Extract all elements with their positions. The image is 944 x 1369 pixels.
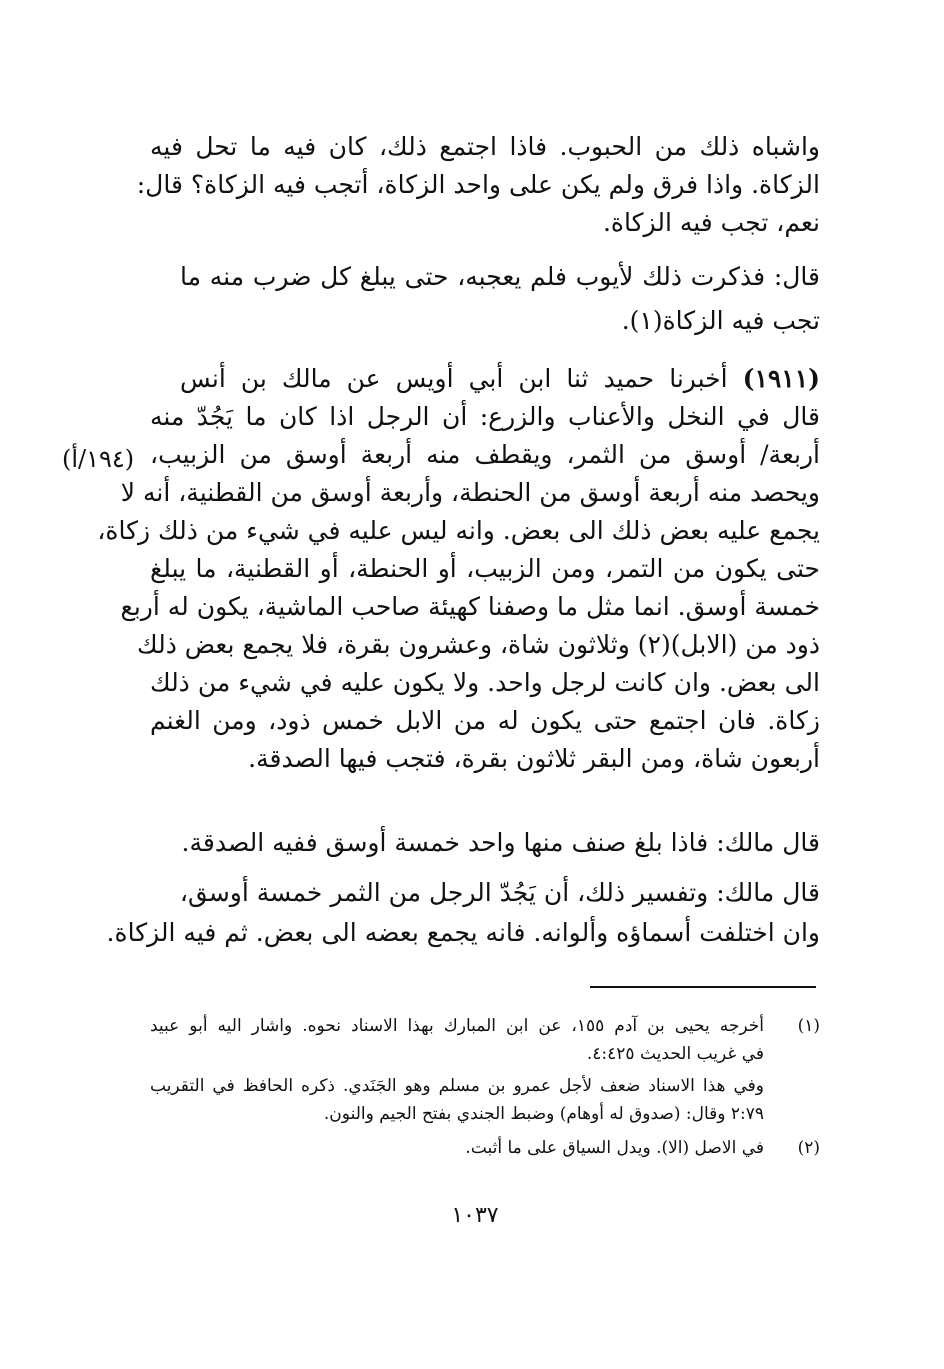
footnote-1-note (150, 1072, 820, 1100)
text-line: قال مالك: فاذا بلغ صنف منها واحد خمسة أوسق ففيه الصدقة. (181, 828, 820, 857)
footnote-marker: (٢) (797, 1138, 820, 1158)
footnote-text: أخرجه يحيى بن آدم ١٥٥، عن ابن المبارك بهذا الاسناد نحوه. واشار اليه أبو عبيد (150, 1016, 764, 1036)
footnote-1-note-continued (150, 1100, 820, 1128)
text-line: الزكاة. واذا فرق ولم يكن على واحد الزكاة، أتجب فيه الزكاة؟ قال: (136, 170, 820, 199)
text-line: وان اختلفت أسماؤه وألوانه. فانه يجمع بعضه الى بعض. ثم فيه الزكاة. (106, 918, 820, 947)
hadith-number: (١٩١١) (742, 364, 820, 393)
page-number: ١٠٣٧ (451, 1203, 499, 1228)
text-line: قال: فذكرت ذلك لأيوب فلم يعجبه، حتى يبلغ كل ضرب منه ما (180, 262, 820, 291)
footnote-text: في غريب الحديث ٤:٤٢٥. (586, 1044, 764, 1064)
text-line: حتى يكون من التمر، ومن الزبيب، أو الحنطة، أو القطنية، ما يبلغ (150, 554, 820, 583)
footnote-1-continued (150, 1040, 820, 1068)
text-line: الى بعض. وان كانت لرجل واحد. ولا يكون عليه في شيء من ذلك (150, 668, 820, 697)
text-line: قال مالك: وتفسير ذلك، أن يَجُدّ الرجل من الثمر خمسة أوسق، (179, 878, 820, 907)
text-line: واشباه ذلك من الحبوب. فاذا اجتمع ذلك، كان فيه ما تحل فيه (150, 132, 820, 161)
footnote-text: وفي هذا الاسناد ضعف لأجل عمرو بن مسلم وهو الجَنَدي. ذكره الحافظ في التقريب (150, 1076, 764, 1096)
margin-folio-note: (١٩٤/أ) (62, 445, 135, 473)
text-line: أربعون شاة، ومن البقر ثلاثون بقرة، فتجب فيها الصدقة. (248, 744, 820, 773)
text-line: زكاة. فان اجتمع حتى يكون له من الابل خمس ذود، ومن الغنم (150, 706, 820, 735)
footnote-1 (150, 1012, 820, 1040)
text-line: ذود من (الابل)(٢) وثلاثون شاة، وعشرون بقرة، فلا يجمع بعض ذلك (137, 630, 820, 659)
hadith-heading-line (180, 360, 820, 398)
text-line: يجمع عليه بعض ذلك الى بعض. وانه ليس عليه في شيء من ذلك زكاة، (97, 516, 820, 545)
text-line: خمسة أوسق. انما مثل ما وصفنا كهيئة صاحب الماشية، يكون له أربع (120, 592, 820, 621)
text-line: ويحصد منه أربعة أوسق من الحنطة، وأربعة أوسق من القطنية، أنه لا (120, 478, 820, 507)
hadith-isnad: أخبرنا حميد ثنا ابن أبي أويس عن مالك بن أنس (180, 364, 728, 393)
text-line: قال في النخل والأعناب والزرع: أن الرجل اذا كان ما يَجُدّ منه (150, 402, 820, 431)
text-line: تجب فيه الزكاة(١). (621, 306, 820, 335)
footnote-text: ٢:٧٩ وقال: (صدوق له أوهام) وضبط الجندي بفتح الجيم والنون. (323, 1104, 764, 1124)
footnote-marker: (١) (797, 1016, 820, 1036)
footnote-2 (150, 1134, 820, 1162)
footnote-text: في الاصل (الا). ويدل السياق على ما أثبت. (465, 1138, 764, 1158)
text-line: أربعة/ أوسق من الثمر، ويقطف منه أربعة أوسق من الزبيب، (150, 440, 820, 469)
footnote-separator (590, 986, 816, 988)
text-line: نعم، تجب فيه الزكاة. (602, 208, 820, 237)
